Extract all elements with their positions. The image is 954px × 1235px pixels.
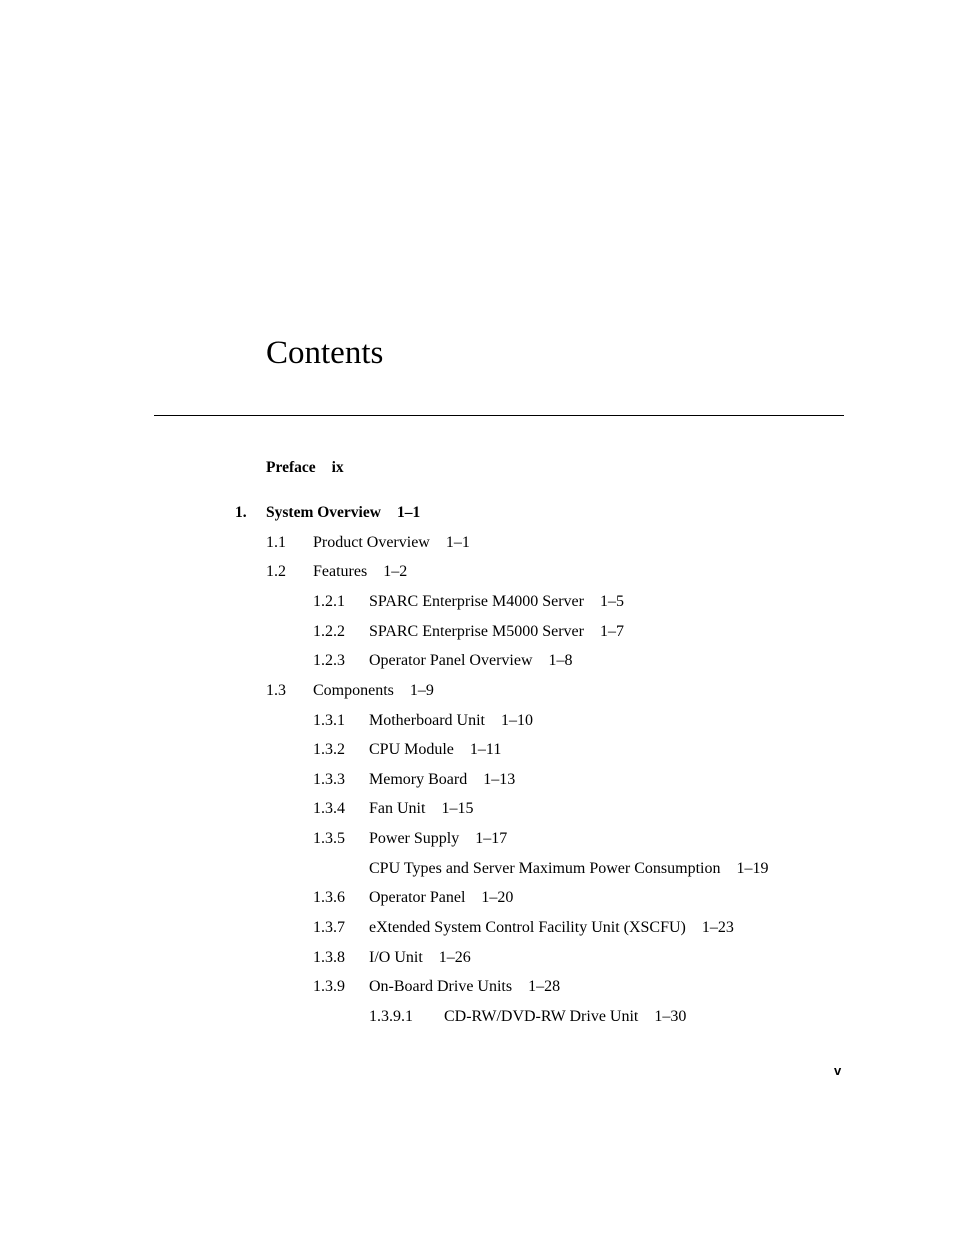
toc-entry-number: 1.3.7 — [313, 919, 345, 936]
toc-entry-title: Motherboard Unit 1–10 — [369, 712, 533, 729]
toc-entry-title: CPU Module 1–11 — [369, 741, 502, 758]
toc-entry-title: I/O Unit 1–26 — [369, 949, 471, 966]
toc-entry-title: Memory Board 1–13 — [369, 771, 516, 788]
page-number: v — [834, 1063, 842, 1078]
toc-entry-title: CPU Types and Server Maximum Power Consumption 1–19 — [369, 860, 769, 877]
toc-entry-number: 1.3.4 — [313, 800, 345, 817]
toc-entry-page: 1–2 — [383, 563, 408, 580]
toc-entry-title: Product Overview 1–1 — [313, 534, 470, 551]
toc-entry-title: Power Supply 1–17 — [369, 830, 508, 847]
toc-entry-page: 1–1 — [396, 504, 421, 521]
toc-entry-number: 1.2.3 — [313, 652, 345, 669]
toc-entry-title: SPARC Enterprise M5000 Server 1–7 — [369, 623, 624, 640]
toc-entry-number: 1.3.9 — [313, 978, 345, 995]
toc-entry-title: CD-RW/DVD-RW Drive Unit 1–30 — [444, 1008, 687, 1025]
toc-entry-title: Operator Panel 1–20 — [369, 889, 514, 906]
toc-entry-page: 1–11 — [469, 741, 502, 758]
toc-entry-number: 1.3.1 — [313, 712, 345, 729]
toc-entry-page: 1–30 — [654, 1008, 687, 1025]
toc-entry-page: 1–20 — [481, 889, 514, 906]
toc-entry-number: 1.3 — [266, 682, 286, 699]
toc-entry-title: On-Board Drive Units 1–28 — [369, 978, 561, 995]
toc-entry-page: 1–7 — [599, 623, 624, 640]
toc-entry-page: 1–19 — [736, 860, 769, 877]
toc-entry-page: 1–5 — [599, 593, 624, 610]
toc-entry-number: 1.3.8 — [313, 949, 345, 966]
toc-entry-number: 1.1 — [266, 534, 286, 551]
toc-entry-title: Components 1–9 — [313, 682, 434, 699]
toc-entry-title: Preface ix — [266, 459, 344, 476]
toc-entry-number: 1.3.5 — [313, 830, 345, 847]
toc-entry-title: Features 1–2 — [313, 563, 408, 580]
toc-entry-page: 1–17 — [475, 830, 508, 847]
toc-entry-page: 1–15 — [441, 800, 474, 817]
toc-entry-title: System Overview 1–1 — [266, 504, 421, 521]
toc-entry-page: 1–23 — [701, 919, 734, 936]
toc-entry-page: 1–1 — [445, 534, 470, 551]
toc-entry-title: eXtended System Control Facility Unit (XSCFU) 1–23 — [369, 919, 734, 936]
toc-entry-page: 1–9 — [409, 682, 434, 699]
toc-entry-number: 1. — [235, 504, 247, 521]
toc-entry-number: 1.2.2 — [313, 623, 345, 640]
toc-entry-page: 1–8 — [548, 652, 573, 669]
toc-entry-title: SPARC Enterprise M4000 Server 1–5 — [369, 593, 624, 610]
toc-entry-title: Operator Panel Overview 1–8 — [369, 652, 573, 669]
toc-entry-number: 1.3.2 — [313, 741, 345, 758]
toc-entry-page: 1–26 — [438, 949, 471, 966]
toc-entry-number: 1.2 — [266, 563, 286, 580]
page-title: Contents — [266, 335, 384, 371]
toc-entry-number: 1.3.9.1 — [369, 1008, 413, 1025]
toc-entry-title: Fan Unit 1–15 — [369, 800, 474, 817]
toc-entry-page: ix — [331, 459, 344, 476]
toc-entry-page: 1–10 — [500, 712, 533, 729]
toc-entry-page: 1–13 — [483, 771, 516, 788]
toc-entry-number: 1.3.3 — [313, 771, 345, 788]
title-rule — [154, 415, 844, 416]
toc-entry-number: 1.3.6 — [313, 889, 345, 906]
toc-entry-number: 1.2.1 — [313, 593, 345, 610]
toc-entry-page: 1–28 — [528, 978, 561, 995]
